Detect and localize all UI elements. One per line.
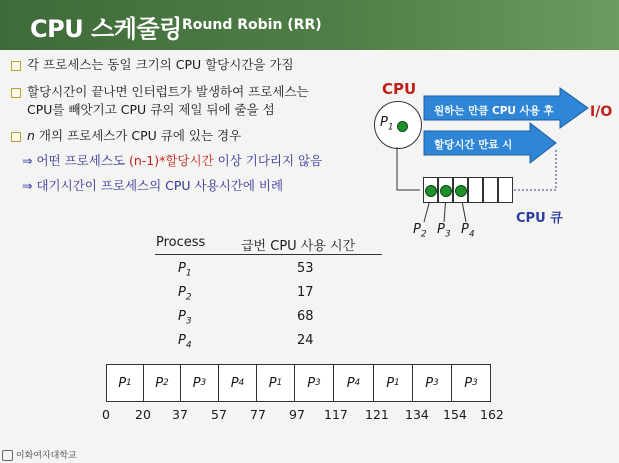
table-row-process: $P_4$ xyxy=(178,333,192,351)
implies-arrow-icon: ⇒ xyxy=(22,153,33,168)
queue-slot xyxy=(468,177,483,203)
footer-logo xyxy=(2,448,77,461)
queue-process-dot xyxy=(440,185,452,197)
implies-arrow-icon: ⇒ xyxy=(22,178,33,193)
queue-process-dot xyxy=(455,185,467,197)
queue-process-label: $P_2$ xyxy=(413,222,427,240)
page-title: CPU 스케줄링 xyxy=(30,15,182,43)
arrow-bottom-label: 할당시간 만료 시 xyxy=(434,139,513,151)
cpu-process-label: $P_1$ xyxy=(380,115,394,133)
bullet-2-line2: CPU를 빼앗기고 CPU 큐의 제일 뒤에 줄을 섬 xyxy=(27,102,275,117)
bullet-3-var: n xyxy=(27,128,35,143)
sub-bullet-1-pre: 어떤 프로세스도 xyxy=(36,153,129,168)
io-label: I/O xyxy=(590,104,613,120)
gantt-cell: P 3 xyxy=(451,364,491,402)
table-row-process: $P_3$ xyxy=(178,309,192,327)
sub-bullet-1-red: (n-1)*할당시간 xyxy=(128,153,214,168)
table-row-value: 17 xyxy=(297,285,314,300)
queue-process-label: $P_4$ xyxy=(461,222,475,240)
gantt-cell: P 1 xyxy=(373,364,413,402)
table-row-process: $P_2$ xyxy=(178,285,192,303)
gantt-tick: 121 xyxy=(365,407,389,422)
gantt-cell: P 3 xyxy=(412,364,452,402)
gantt-tick: 37 xyxy=(172,407,188,422)
cpu-queue-label: CPU 큐 xyxy=(516,211,563,226)
gantt-cell: P 3 xyxy=(180,364,219,402)
bullet-1: 각 프로세스는 동일 크기의 CPU 할당시간을 가짐 xyxy=(27,57,294,72)
gantt-cell: P 2 xyxy=(143,364,181,402)
table-header-divider xyxy=(155,254,382,255)
gantt-cell: P 4 xyxy=(218,364,257,402)
gantt-cell: P 4 xyxy=(333,364,374,402)
gantt-tick: 154 xyxy=(443,407,467,422)
arrow-top-label: 원하는 만큼 CPU 사용 후 xyxy=(434,105,554,117)
gantt-cell: P 1 xyxy=(256,364,295,402)
gantt-tick: 77 xyxy=(250,407,266,422)
table-row-process: $P_1$ xyxy=(178,261,192,279)
bullet-3-text: 개의 프로세스가 CPU 큐에 있는 경우 xyxy=(38,128,242,143)
queue-process-dot xyxy=(425,185,437,197)
gantt-cell: P 1 xyxy=(106,364,144,402)
queue-slot xyxy=(483,177,498,203)
gantt-tick: 0 xyxy=(102,407,110,422)
queue-to-cpu-line-icon xyxy=(397,147,420,190)
gantt-tick: 97 xyxy=(289,407,305,422)
table-row-value: 53 xyxy=(297,261,314,276)
table-row-value: 24 xyxy=(297,333,314,348)
queue-process-label: $P_3$ xyxy=(437,222,451,240)
bullet-2-line1: 할당시간이 끝나면 인터럽트가 발생하여 프로세스는 xyxy=(27,84,309,99)
gantt-tick: 117 xyxy=(324,407,348,422)
gantt-cell: P 3 xyxy=(294,364,334,402)
gantt-tick: 57 xyxy=(211,407,227,422)
footer-text: 이화여자대학교 xyxy=(15,451,77,461)
queue-slot xyxy=(498,177,513,203)
gantt-tick: 20 xyxy=(135,407,151,422)
gantt-tick: 134 xyxy=(405,407,429,422)
cpu-label: CPU xyxy=(382,80,417,98)
page-subtitle: Round Robin (RR) xyxy=(182,17,322,33)
school-emblem-icon xyxy=(2,450,13,461)
gantt-tick: 162 xyxy=(480,407,504,422)
table-header-burst: 급번 CPU 사용 시간 xyxy=(241,239,356,254)
sub-bullet-1-post: 이상 기다리지 않음 xyxy=(213,153,323,168)
table-row-value: 68 xyxy=(297,309,314,324)
table-header-process: Process xyxy=(156,235,206,250)
sub-bullet-2-text: 대기시간이 프로세스의 CPU 사용시간에 비례 xyxy=(36,178,284,193)
